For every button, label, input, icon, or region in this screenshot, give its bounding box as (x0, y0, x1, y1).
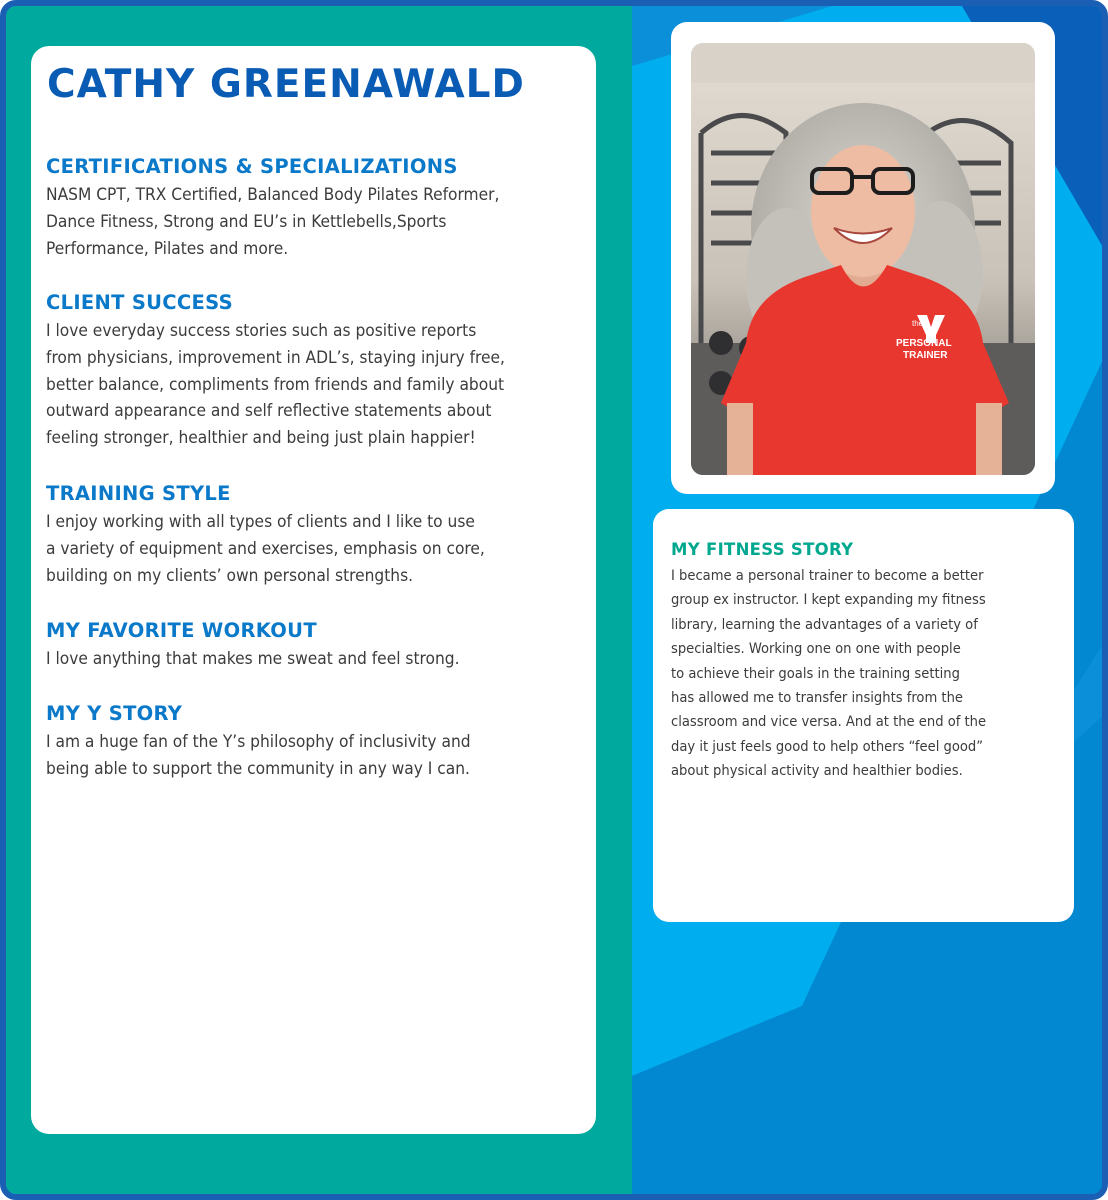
section-heading: TRAINING STYLE (46, 482, 231, 505)
section-body: NASM CPT, TRX Certified, Balanced Body Pilates Reformer, Dance Fitness, Strong and EU’s in Kettlebells,Sports Performance, Pilates and more. (46, 185, 500, 259)
fitness-story-heading: MY FITNESS STORY (671, 540, 854, 559)
trainer-photo (691, 43, 1035, 475)
section-heading: MY FAVORITE WORKOUT (46, 619, 317, 642)
trainer-name: CATHY GREENAWALD (47, 62, 525, 107)
section-body: I love everyday success stories such as positive reports from physicians, improvement in ADL’s, staying injury free, better balance, compliments from friends and family about outward appearance and self reflective statements about feeling stronger, healthier and being just plain happier! (46, 321, 505, 449)
section-heading: MY Y STORY (46, 702, 183, 725)
section-heading: CERTIFICATIONS & SPECIALIZATIONS (46, 155, 458, 178)
client-success-section (46, 290, 591, 452)
shirt-logo-line2: TRAINER (903, 350, 948, 361)
training-style-section (46, 481, 591, 589)
section-heading: CLIENT SUCCESS (46, 291, 233, 314)
section-body: I enjoy working with all types of clients and I like to use a variety of equipment and exercises, emphasis on core, building on my clients’ own personal strengths. (46, 512, 485, 586)
shirt-logo-small-text: the (912, 319, 924, 328)
fitness-story-body: I became a personal trainer to become a better group ex instructor. I kept expanding my fitness library, learning the advantages of a variety of specialties. Working one on one with people to achieve their goals in the training setting has allowed me to transfer insights from the classroom and vice versa. And at the end of the day it just feels good to help others “feel good” about physical activity and healthier bodies. (671, 567, 987, 780)
certifications-section (46, 154, 591, 262)
fitness-story-section (671, 538, 1061, 784)
section-body: I love anything that makes me sweat and feel strong. (46, 649, 460, 669)
section-body: I am a huge fan of the Y’s philosophy of inclusivity and being able to support the community in any way I can. (46, 732, 471, 779)
shirt-logo-line1: PERSONAL (896, 338, 952, 349)
favorite-workout-section (46, 618, 591, 673)
y-story-section (46, 701, 591, 783)
